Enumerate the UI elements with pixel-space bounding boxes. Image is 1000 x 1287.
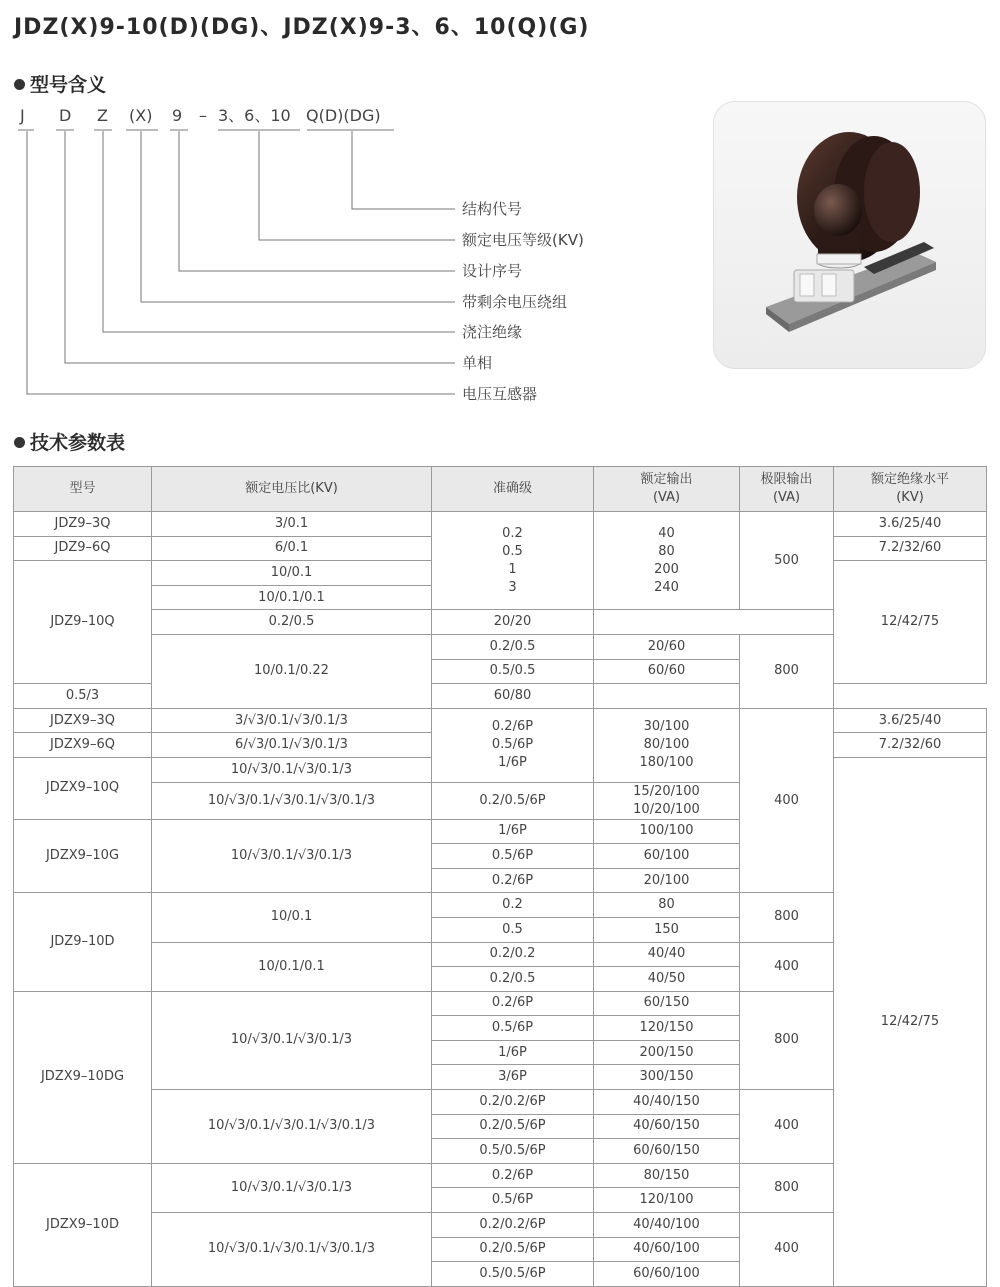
model-token-9: 9 <box>172 106 183 125</box>
cell-output: 120/150 <box>594 1016 740 1041</box>
cell-insulation: 3.6/25/40 <box>834 512 987 537</box>
cell-output: 80 <box>594 893 740 918</box>
bullet-dot-icon <box>14 437 25 448</box>
table-row <box>14 512 987 537</box>
cell-accuracy: 0.5/6P <box>432 1188 594 1213</box>
cell-ratio: 10/√3/0.1/√3/0.1/√3/0.1/3 <box>152 1213 432 1287</box>
model-token-structure: Q(D)(DG) <box>306 106 381 125</box>
model-token-d: D <box>59 106 72 125</box>
cell-accuracy: 1/6P <box>432 819 594 844</box>
cell-output: 20/100 <box>594 868 740 893</box>
col-header-insulation: 额定绝缘水平 (KV) <box>834 467 987 512</box>
cell-ratio: 10/0.1/0.22 <box>152 634 432 708</box>
cell-ratio: 10/0.1 <box>152 893 432 942</box>
cell-output: 40/60/100 <box>594 1237 740 1262</box>
model-label-design: 设计序号 <box>462 262 523 280</box>
cell-ratio: 10/√3/0.1/√3/0.1/3 <box>152 991 432 1089</box>
cell-output: 40/60/150 <box>594 1114 740 1139</box>
cell-limit: 400 <box>740 1213 834 1287</box>
cell-output: 200/150 <box>594 1040 740 1065</box>
cell-model: JDZX9–10DG <box>14 991 152 1163</box>
cell-accuracy: 0.5/0.5/6P <box>432 1139 594 1164</box>
cell-ratio: 10/√3/0.1/√3/0.1/√3/0.1/3 <box>152 1090 432 1164</box>
cell-accuracy: 0.2/6P 0.5/6P 1/6P <box>432 708 594 782</box>
model-token-z: Z <box>97 106 108 125</box>
cell-output: 120/100 <box>594 1188 740 1213</box>
cell-ratio: 10/√3/0.1/√3/0.1/3 <box>152 819 432 893</box>
cell-output: 300/150 <box>594 1065 740 1090</box>
cell-ratio: 10/0.1/0.1 <box>152 585 432 610</box>
section-spec-label: 技术参数表 <box>30 432 126 454</box>
cell-ratio: 10/√3/0.1/√3/0.1/√3/0.1/3 <box>152 782 432 819</box>
cell-model: JDZX9–3Q <box>14 708 152 733</box>
col-header-limit: 极限输出 (VA) <box>740 467 834 512</box>
cell-accuracy: 0.2/0.5 <box>152 610 432 635</box>
cell-insulation: 12/42/75 <box>834 757 987 1286</box>
cell-model: JDZX9–10Q <box>14 757 152 819</box>
cell-output: 20/60 <box>594 634 740 659</box>
cell-accuracy: 0.2/6P <box>432 991 594 1016</box>
cell-insulation: 12/42/75 <box>834 561 987 684</box>
model-token-dash: – <box>199 106 207 125</box>
cell-insulation: 7.2/32/60 <box>834 733 987 758</box>
model-label-structure: 结构代号 <box>462 200 523 218</box>
cell-accuracy: 0.5/3 <box>14 684 152 709</box>
cell-ratio: 10/√3/0.1/√3/0.1/3 <box>152 1163 432 1212</box>
table-row <box>14 708 987 733</box>
model-label-residual: 带剩余电压绕组 <box>462 293 568 311</box>
cell-ratio: 10/0.1 <box>152 561 432 586</box>
cell-model: JDZX9–10D <box>14 1163 152 1286</box>
cell-ratio: 3/0.1 <box>152 512 432 537</box>
page-title: JDZ(X)9-10(D)(DG)、JDZ(X)9-3、6、10(Q)(G) <box>14 15 590 40</box>
cell-accuracy: 0.5/6P <box>432 1016 594 1041</box>
cell-output: 60/60/150 <box>594 1139 740 1164</box>
cell-output: 150 <box>594 917 740 942</box>
cell-output: 80/150 <box>594 1163 740 1188</box>
cell-accuracy: 0.5 <box>432 917 594 942</box>
cell-accuracy: 0.2/0.5/6P <box>432 1237 594 1262</box>
cell-output: 30/100 80/100 180/100 <box>594 708 740 782</box>
cell-limit: 500 <box>740 512 834 610</box>
cell-output: 100/100 <box>594 819 740 844</box>
cell-output: 60/150 <box>594 991 740 1016</box>
cell-accuracy: 0.2 0.5 1 3 <box>432 512 594 610</box>
cell-accuracy: 0.2/0.5/6P <box>432 1114 594 1139</box>
cell-output: 15/20/100 10/20/100 <box>594 782 740 819</box>
cell-accuracy: 0.5/0.5 <box>432 659 594 684</box>
model-label-voltage: 额定电压等级(KV) <box>462 231 584 249</box>
cell-ratio: 10/√3/0.1/√3/0.1/3 <box>152 757 432 782</box>
cell-output: 40/40 <box>594 942 740 967</box>
cell-insulation: 3.6/25/40 <box>834 708 987 733</box>
col-header-accuracy: 准确级 <box>432 467 594 512</box>
model-token-j: J <box>20 106 25 125</box>
cell-insulation: 7.2/32/60 <box>834 536 987 561</box>
cell-accuracy: 0.2/0.5 <box>432 967 594 992</box>
cell-accuracy: 0.2/0.2/6P <box>432 1213 594 1238</box>
cell-ratio: 6/0.1 <box>152 536 432 561</box>
cell-limit: 800 <box>740 634 834 708</box>
cell-model: JDZX9–10G <box>14 819 152 893</box>
col-header-ratio: 额定电压比(KV) <box>152 467 432 512</box>
cell-ratio: 6/√3/0.1/√3/0.1/3 <box>152 733 432 758</box>
cell-model: JDZ9–10D <box>14 893 152 991</box>
cell-accuracy: 0.2/0.2 <box>432 942 594 967</box>
model-token-voltage: 3、6、10 <box>218 106 291 125</box>
cell-output: 60/80 <box>432 684 594 709</box>
cell-output: 60/60/100 <box>594 1262 740 1287</box>
cell-output: 60/60 <box>594 659 740 684</box>
cell-accuracy: 0.2/0.5/6P <box>432 782 594 819</box>
cell-output: 40/40/150 <box>594 1090 740 1115</box>
model-label-single-phase: 单相 <box>462 354 493 372</box>
cell-output: 60/100 <box>594 844 740 869</box>
cell-ratio: 3/√3/0.1/√3/0.1/3 <box>152 708 432 733</box>
cell-accuracy: 3/6P <box>432 1065 594 1090</box>
table-header-row <box>14 467 987 512</box>
cell-ratio: 10/0.1/0.1 <box>152 942 432 991</box>
voltage-transformer-photo <box>713 101 986 369</box>
cell-accuracy: 0.2/0.2/6P <box>432 1090 594 1115</box>
col-header-output: 额定输出 (VA) <box>594 467 740 512</box>
cell-limit: 400 <box>740 708 834 893</box>
cell-model: JDZ9–3Q <box>14 512 152 537</box>
cell-output: 40 80 200 240 <box>594 512 740 610</box>
cell-accuracy: 0.2/0.5 <box>432 634 594 659</box>
cell-accuracy: 0.2/6P <box>432 1163 594 1188</box>
cell-output: 40/50 <box>594 967 740 992</box>
col-header-model: 型号 <box>14 467 152 512</box>
cell-limit: 800 <box>740 893 834 942</box>
cell-output: 40/40/100 <box>594 1213 740 1238</box>
section-spec-heading <box>14 428 125 455</box>
cell-accuracy: 0.2/6P <box>432 868 594 893</box>
cell-limit: 400 <box>740 942 834 991</box>
cell-model: JDZ9–6Q <box>14 536 152 561</box>
model-label-cast: 浇注绝缘 <box>462 323 523 341</box>
cell-model: JDZX9–6Q <box>14 733 152 758</box>
spec-table <box>13 466 987 1287</box>
cell-accuracy: 1/6P <box>432 1040 594 1065</box>
cell-accuracy: 0.5/0.5/6P <box>432 1262 594 1287</box>
cell-limit: 800 <box>740 1163 834 1212</box>
model-label-vt: 电压互感器 <box>462 385 538 403</box>
cell-limit: 800 <box>740 991 834 1089</box>
cell-limit: 400 <box>740 1090 834 1164</box>
cell-model: JDZ9–10Q <box>14 561 152 684</box>
cell-accuracy: 0.5/6P <box>432 844 594 869</box>
model-token-x: (X) <box>129 106 153 125</box>
cell-output: 20/20 <box>432 610 594 635</box>
section-model-label: 型号含义 <box>30 74 107 96</box>
cell-accuracy: 0.2 <box>432 893 594 918</box>
